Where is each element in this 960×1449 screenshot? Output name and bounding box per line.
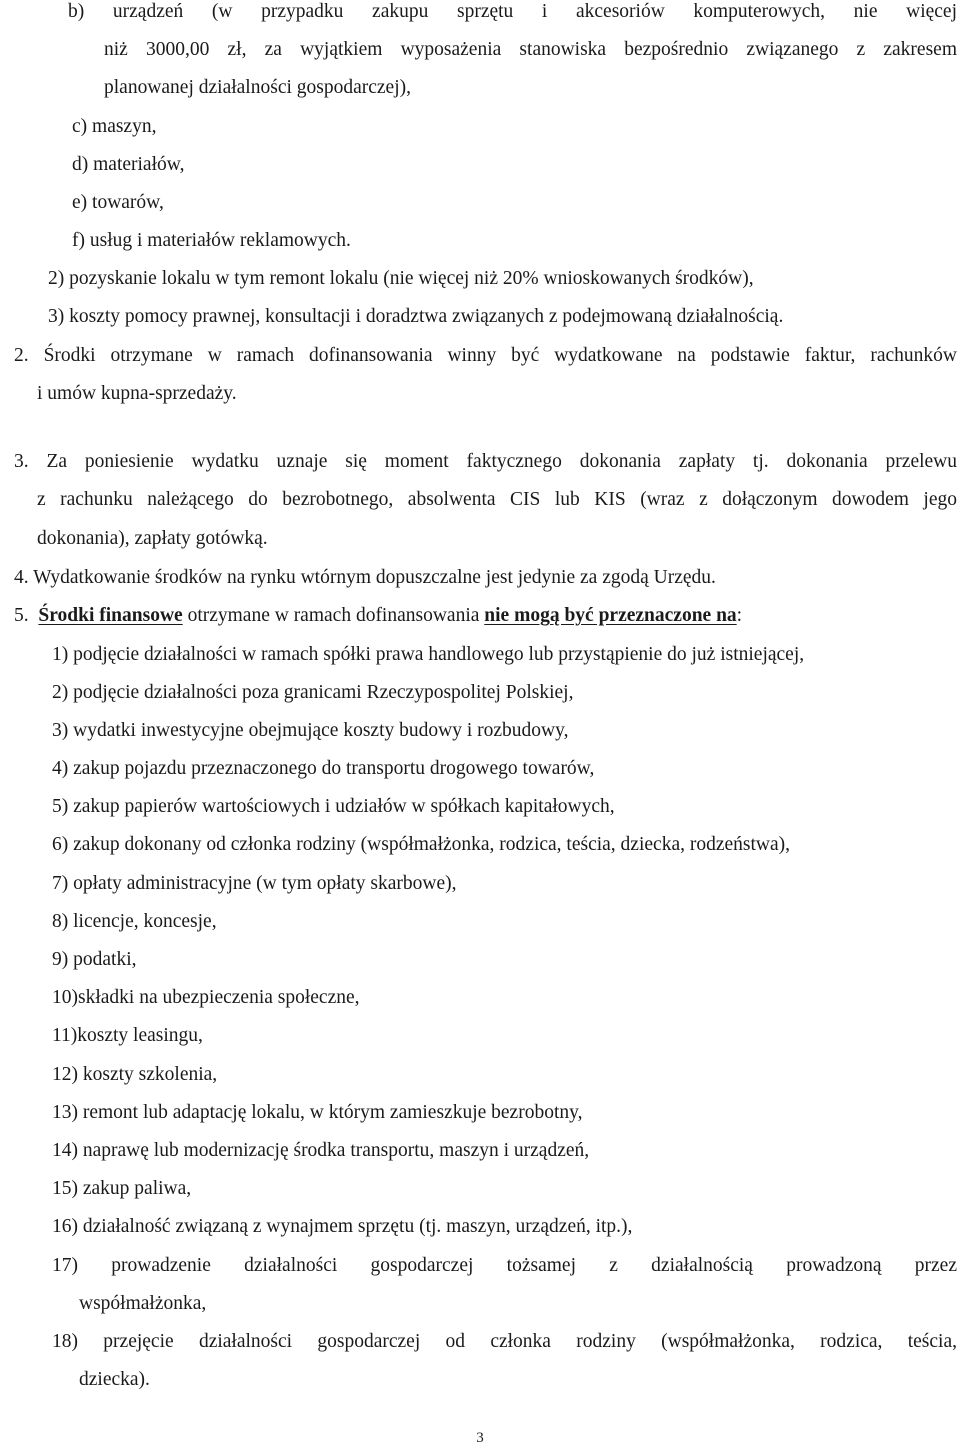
section-3-line3: dokonania), zapłaty gotówką. (37, 528, 268, 549)
section-5-bold-prohibition: nie mogą być przeznaczone na (484, 605, 737, 626)
section-5-bold-subject: Środki finansowe (38, 605, 183, 626)
item-e: e) towarów, (72, 192, 164, 213)
item-f: f) usług i materiałów reklamowych. (72, 230, 351, 251)
prohibited-item-6: 6) zakup dokonany od członka rodziny (współmałżonka, rodzica, teścia, dziecka, rodzeństwa), (52, 834, 791, 855)
sub-item-3: 3) koszty pomocy prawnej, konsultacji i doradztwa związanych z podejmowaną działalnością. (48, 306, 784, 327)
section-5: 5. Środki finansowe otrzymane w ramach dofinansowania nie mogą być przeznaczone na: (14, 605, 743, 626)
item-b-line2: niż 3000,00 zł, za wyjątkiem wyposażenia stanowiska bezpośrednio związanego z zakresem (104, 39, 957, 60)
section-3-line1: 3. Za poniesienie wydatku uznaje się moment faktycznego dokonania zapłaty tj. dokonania przelewu (14, 451, 958, 472)
prohibited-item-15: 15) zakup paliwa, (52, 1178, 192, 1199)
section-2-line1: 2. Środki otrzymane w ramach dofinansowania winny być wydatkowane na podstawie faktur, rachunków (14, 345, 957, 366)
item-b-line1: b) urządzeń (w przypadku zakupu sprzętu i akcesoriów komputerowych, nie więcej (68, 1, 957, 22)
prohibited-item-12: 12) koszty szkolenia, (52, 1064, 218, 1085)
prohibited-item-1: 1) podjęcie działalności w ramach spółki prawa handlowego lub przystąpienie do już istniejącej, (52, 644, 805, 665)
prohibited-item-9: 9) podatki, (52, 949, 137, 970)
section-2-number: 2. (14, 345, 29, 366)
prohibited-item-3: 3) wydatki inwestycyjne obejmujące koszty budowy i rozbudowy, (52, 720, 569, 741)
prohibited-item-18-line2: dziecka). (79, 1369, 150, 1390)
section-3-number: 3. (14, 451, 29, 472)
item-c: c) maszyn, (72, 116, 157, 137)
page-number: 3 (476, 1430, 484, 1446)
item-b-label: b) (68, 1, 85, 22)
prohibited-item-17-line1: 17) prowadzenie działalności gospodarczej tożsamej z działalnością prowadzoną przez (52, 1255, 957, 1276)
prohibited-item-10: 10)składki na ubezpieczenia społeczne, (52, 987, 360, 1008)
section-3-line2: z rachunku należącego do bezrobotnego, absolwenta CIS lub KIS (wraz z dołączonym dowodem jego (37, 489, 957, 510)
prohibited-item-18-line1: 18) przejęcie działalności gospodarczej od członka rodziny (współmałżonka, rodzica, teścia, (52, 1331, 957, 1352)
section-4-number: 4. (14, 567, 29, 588)
prohibited-item-5: 5) zakup papierów wartościowych i udziałów w spółkach kapitałowych, (52, 796, 615, 817)
sub-item-2: 2) pozyskanie lokalu w tym remont lokalu (nie więcej niż 20% wnioskowanych środków), (48, 268, 754, 289)
prohibited-item-2: 2) podjęcie działalności poza granicami Rzeczypospolitej Polskiej, (52, 682, 574, 703)
item-d: d) materiałów, (72, 154, 185, 175)
section-5-number: 5. (14, 605, 29, 626)
item-b-line3: planowanej działalności gospodarczej), (104, 77, 412, 98)
prohibited-item-8: 8) licencje, koncesje, (52, 911, 217, 932)
prohibited-item-16: 16) działalność związaną z wynajmem sprzętu (tj. maszyn, urządzeń, itp.), (52, 1216, 633, 1237)
prohibited-item-13: 13) remont lub adaptację lokalu, w którym zamieszkuje bezrobotny, (52, 1102, 583, 1123)
prohibited-item-7: 7) opłaty administracyjne (w tym opłaty skarbowe), (52, 873, 457, 894)
section-2-line2: i umów kupna-sprzedaży. (37, 383, 237, 404)
prohibited-item-14: 14) naprawę lub modernizację środka transportu, maszyn i urządzeń, (52, 1140, 590, 1161)
prohibited-item-4: 4) zakup pojazdu przeznaczonego do transportu drogowego towarów, (52, 758, 595, 779)
prohibited-item-17-line2: współmałżonka, (79, 1293, 207, 1314)
prohibited-item-11: 11)koszty leasingu, (52, 1025, 203, 1046)
section-4: 4. Wydatkowanie środków na rynku wtórnym dopuszczalne jest jedynie za zgodą Urzędu. (14, 567, 716, 588)
